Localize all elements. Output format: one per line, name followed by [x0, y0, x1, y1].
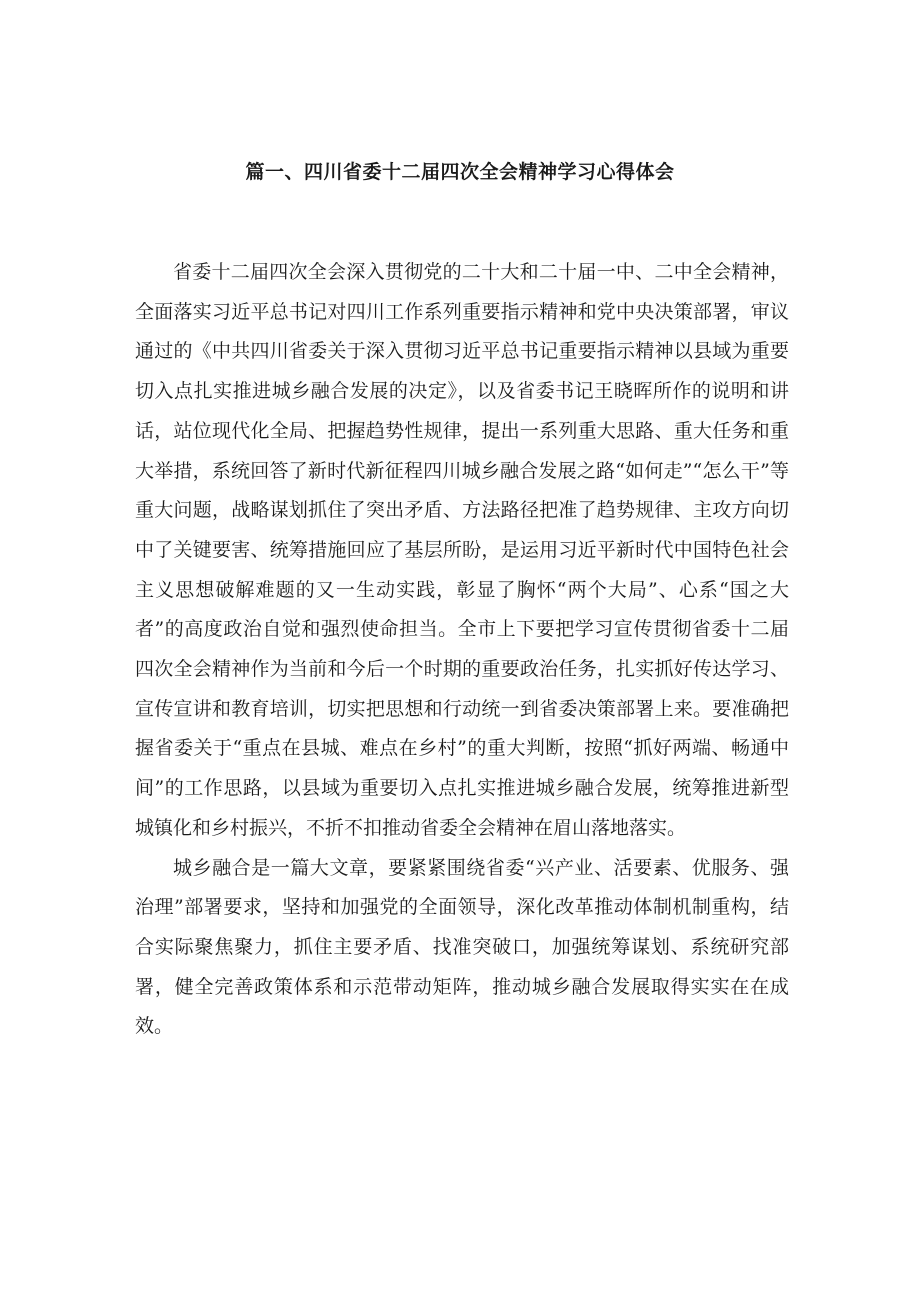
- document-title: 篇一、四川省委十二届四次全会精神学习心得体会: [245, 161, 675, 183]
- paragraph-2: 城乡融合是一篇大文章，要紧紧围绕省委“兴产业、活要素、优服务、强治理”部署要求，坚持和加强党的全面领导，深化改革推动体制机制重构，结合实际聚焦聚力，抓住主要矛盾、找准突破口，加强统筹谋划、系统研究部署，健全完善政策体系和示范带动矩阵，推动城乡融合发展取得实实在在成效。: [135, 856, 789, 1038]
- paragraph-1: 省委十二届四次全会深入贯彻党的二十大和二十届一中、二中全会精神，全面落实习近平总书记对四川工作系列重要指示精神和党中央决策部署，审议通过的《中共四川省委关于深入贯彻习近平总书记重要指示精神以县域为重要切入点扎实推进城乡融合发展的决定》，以及省委书记王晓晖所作的说明和讲话，站位现代化全局、把握趋势性规律，提出一系列重大思路、重大任务和重大举措，系统回答了新时代新征程四川城乡融合发展之路“如何走”“怎么干”等重大问题，战略谋划抓住了突出矛盾、方法路径把准了趋势规律、主攻方向切中了关键要害、统筹措施回应了基层所盼，是运用习近平新时代中国特色社会主义思想破解难题的又一生动实践，彰显了胸怀“两个大局”、心系“国之大者”的高度政治自觉和强烈使命担当。全市上下要把学习宣传贯彻省委十二届四次全会精神作为当前和今后一个时期的重要政治任务，扎实抓好传达学习、宣传宣讲和教育培训，切实把思想和行动统一到省委决策部署上来。要准确把握省委关于“重点在县城、难点在乡村”的重大判断，按照“抓好两端、畅通中间”的工作思路，以县域为重要切入点扎实推进城乡融合发展，统筹推进新型城镇化和乡村振兴，不折不扣推动省委全会精神在眉山落地落实。: [135, 261, 789, 839]
- document-body: [135, 253, 789, 1047]
